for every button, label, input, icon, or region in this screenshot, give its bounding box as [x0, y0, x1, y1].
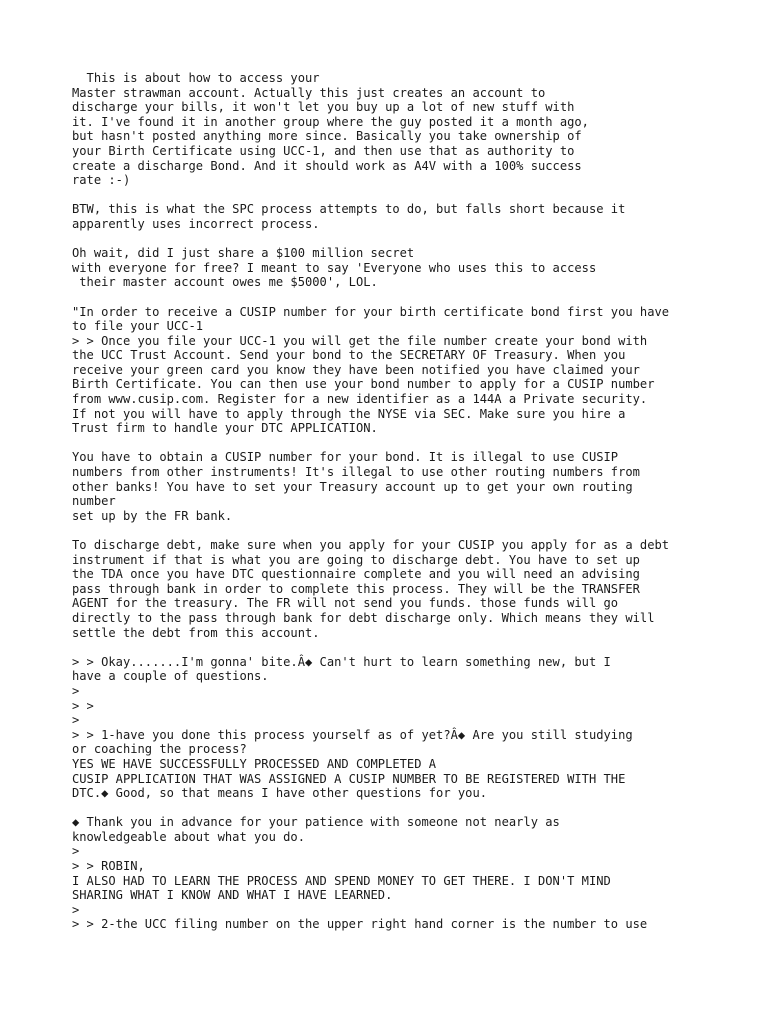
text-line: If not you will have to apply through the NYSE via SEC. Make sure you hire a	[72, 406, 626, 421]
text-line: To discharge debt, make sure when you apply for your CUSIP you apply for as a debt	[72, 538, 670, 552]
text-line: discharge your bills, it won't let you buy up a lot of new stuff with	[72, 100, 575, 115]
text-line: > > Okay.......I'm gonna' bite.Â◆ Can't hurt to learn something new, but I	[72, 654, 611, 669]
text-line	[72, 523, 712, 538]
text-line: other banks! You have to set your Treasury account up to get your own routing	[72, 479, 633, 494]
text-line: numbers from other instruments! It's illegal to use other routing numbers from	[72, 465, 640, 480]
text-line: number	[72, 494, 116, 509]
text-line: but hasn't posted anything more since. Basically you take ownership of	[72, 129, 582, 144]
text-line: apparently uses incorrect process.	[72, 216, 320, 231]
text-line	[72, 801, 712, 816]
text-line: Master strawman account. Actually this just creates an account to	[72, 85, 546, 100]
text-line: CUSIP APPLICATION THAT WAS ASSIGNED A CUSIP NUMBER TO BE REGISTERED WITH THE	[72, 771, 626, 786]
text-line: directly to the pass through bank for debt discharge only. Which means they will	[72, 610, 655, 625]
text-line: Oh wait, did I just share a $100 million secret	[72, 246, 415, 261]
text-line: Trust firm to handle your DTC APPLICATION.	[72, 421, 378, 436]
text-line: YES WE HAVE SUCCESSFULLY PROCESSED AND COMPLETED A	[72, 756, 437, 771]
text-line: >	[72, 902, 80, 917]
text-line: rate :-)	[72, 173, 131, 188]
text-line: "In order to receive a CUSIP number for your birth certificate bond first you have	[72, 304, 670, 319]
text-line: knowledgeable about what you do.	[72, 829, 305, 844]
text-line: > > ROBIN,	[72, 859, 145, 874]
text-line: I ALSO HAD TO LEARN THE PROCESS AND SPEND MONEY TO GET THERE. I DON'T MIND	[72, 873, 611, 888]
text-line: >	[72, 713, 80, 728]
text-line: to file your UCC-1	[72, 319, 204, 334]
text-line	[72, 436, 712, 451]
text-line: with everyone for free? I meant to say 'Everyone who uses this to access	[72, 260, 597, 275]
text-line: create a discharge Bond. And it should work as A4V with a 100% success	[72, 158, 582, 173]
text-line: > >	[72, 698, 94, 713]
text-line: or coaching the process?	[72, 742, 247, 757]
text-line: have a couple of questions.	[72, 669, 269, 684]
text-line	[72, 640, 712, 655]
text-line: pass through bank in order to complete this process. They will be the TRANSFER	[72, 581, 640, 596]
text-line: > > 1-have you done this process yourself as of yet?Â◆ Are you still studying	[72, 727, 633, 742]
text-line: >	[72, 844, 80, 859]
text-line: from www.cusip.com. Register for a new identifier as a 144A a Private security.	[72, 392, 648, 407]
text-line: >	[72, 683, 80, 698]
text-line: set up by the FR bank.	[72, 508, 233, 523]
text-line	[72, 232, 712, 247]
text-line: You have to obtain a CUSIP number for your bond. It is illegal to use CUSIP	[72, 450, 619, 465]
text-line: BTW, this is what the SPC process attempts to do, but falls short because it	[72, 202, 626, 217]
text-line: DTC.◆ Good, so that means I have other questions for you.	[72, 786, 488, 801]
text-line: instrument if that is what you are going to discharge debt. You have to set up	[72, 552, 640, 567]
text-line	[72, 290, 712, 305]
text-line: Birth Certificate. You can then use your bond number to apply for a CUSIP number	[72, 377, 655, 392]
text-line: This is about how to access your	[72, 71, 320, 85]
text-line: your Birth Certificate using UCC-1, and then use that as authority to	[72, 143, 575, 158]
text-line: SHARING WHAT I KNOW AND WHAT I HAVE LEARNED.	[72, 888, 393, 903]
text-line: > > Once you file your UCC-1 you will get the file number create your bond with	[72, 333, 648, 348]
text-line: AGENT for the treasury. The FR will not send you funds. those funds will go	[72, 596, 619, 611]
text-line: it. I've found it in another group where the guy posted it a month ago,	[72, 114, 589, 129]
document-page	[72, 71, 712, 932]
text-line: their master account owes me $5000', LOL.	[72, 275, 378, 290]
text-line: settle the debt from this account.	[72, 625, 320, 640]
text-line: the TDA once you have DTC questionnaire complete and you will need an advising	[72, 567, 640, 582]
text-line: > > 2-the UCC filing number on the upper right hand corner is the number to use	[72, 917, 648, 932]
text-line	[72, 188, 712, 203]
text-line: ◆ Thank you in advance for your patience with someone not nearly as	[72, 815, 560, 830]
text-line: the UCC Trust Account. Send your bond to the SECRETARY OF Treasury. When you	[72, 348, 626, 363]
text-line: receive your green card you know they have been notified you have claimed your	[72, 362, 640, 377]
